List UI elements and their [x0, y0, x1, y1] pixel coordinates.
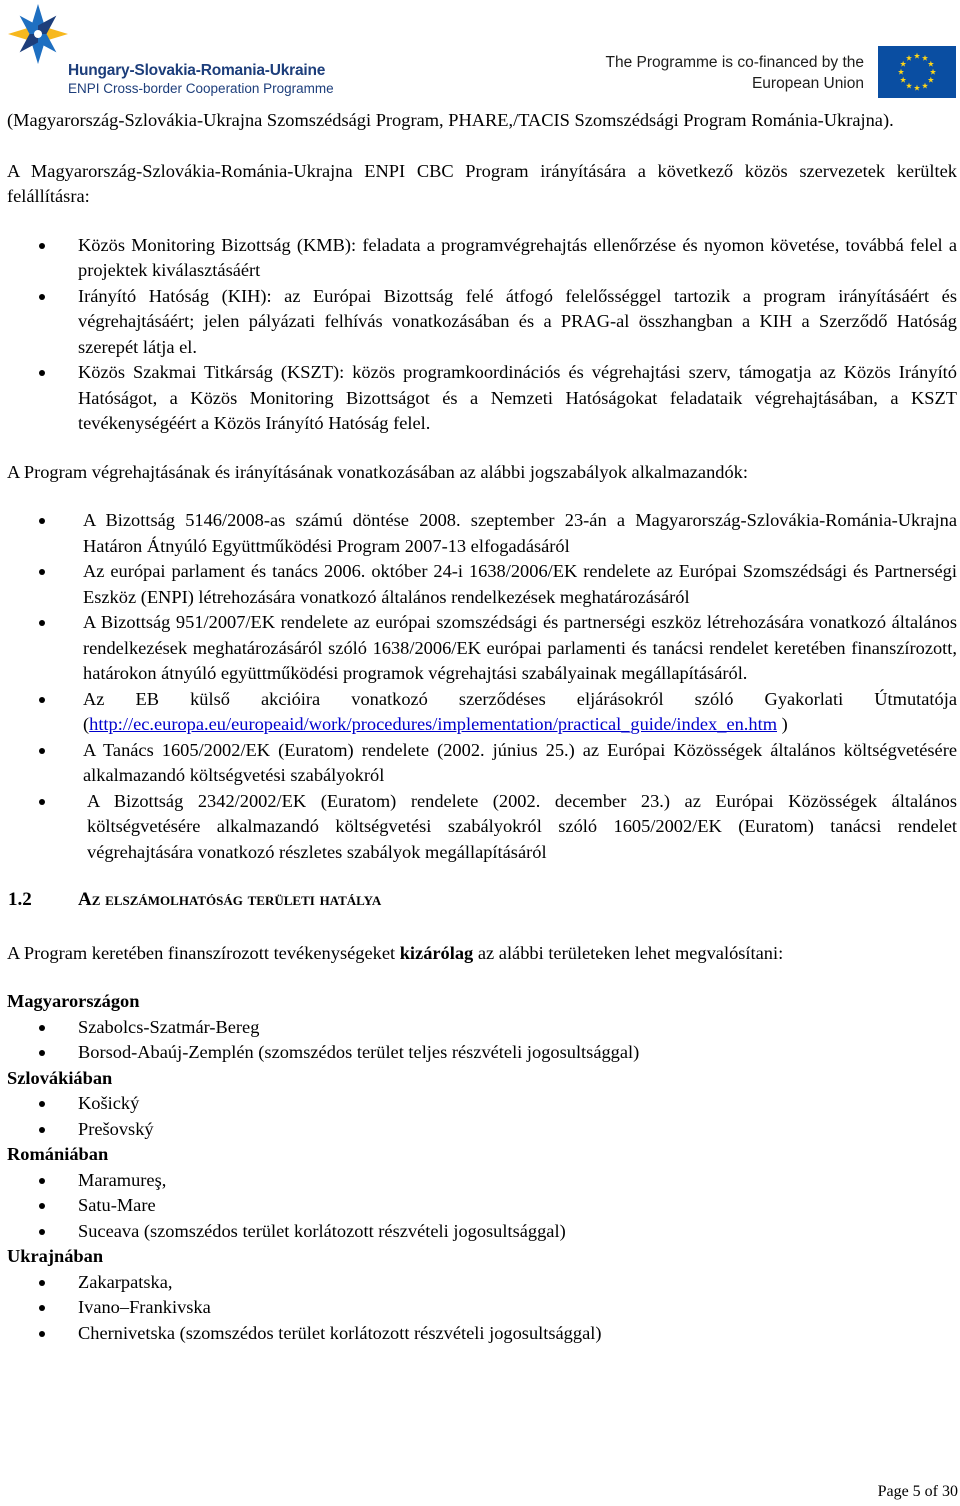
programme-star-icon — [6, 2, 76, 72]
law-tail: ) — [777, 714, 788, 734]
region-list-hungary — [7, 1015, 957, 1066]
practical-guide-link[interactable]: http://ec.europa.eu/europeaid/work/procedures/implementation/practical_guide/index_en.htm — [89, 714, 778, 734]
list-item: Irányító Hatóság (KIH): az Európai Bizottság felé átfogó felelősséggel tartozik a program irányításáért és végrehajtásáért; jelen pályázati felhívás vonatkozásában és a PRAG-al összhangban a KIH a Szerződő Hatóság szerepét látja el. — [7, 284, 957, 361]
list-item: Az európai parlament és tanács 2006. október 24-i 1638/2006/EK rendelete az Európai Szomszédsági és Partnerségi Eszköz (ENPI) létrehozására vonatkozó általános rendelkezések meghatározásáról — [7, 559, 957, 610]
eu-flag-icon — [878, 46, 956, 98]
list-item: Közös Monitoring Bizottság (KMB): feladata a programvégrehajtás ellenőrzése és nyomon követése, továbbá felel a projektek kiválasztásáért — [7, 233, 957, 284]
region-heading-ukraine: Ukrajnában — [7, 1246, 104, 1266]
list-item: Košický — [7, 1091, 957, 1117]
list-item: Maramureş, — [7, 1168, 957, 1194]
region-list-slovakia — [7, 1091, 957, 1142]
programme-name: Hungary-Slovakia-Romania-Ukraine — [68, 62, 326, 79]
programme-subtitle: ENPI Cross-border Cooperation Programme — [68, 81, 334, 96]
region-list-romania — [7, 1168, 957, 1245]
list-item: Szabolcs-Szatmár-Bereg — [7, 1015, 957, 1041]
document-body — [7, 108, 957, 1346]
emphasis-exclusively: kizárólag — [399, 942, 474, 963]
programme-logo — [6, 2, 336, 98]
list-item: Suceava (szomszédos terület korlátozott részvételi jogosultsággal) — [7, 1219, 957, 1245]
legislation-list — [7, 508, 957, 865]
cofinanced-line1: The Programme is co-financed by the — [605, 54, 864, 71]
page-number: Page 5 of 30 — [877, 1483, 958, 1500]
list-item: A Bizottság 951/2007/EK rendelete az európai szomszédsági és partnerségi eszköz létrehozására vonatkozó általános rendelkezések meghatározásáról szóló 1638/2006/EK európai parlamenti és tanácsi rendelet keretében finanszírozott, határokon átnyúló együttműködési programok végrehajtási szabályainak megállapításáról. — [7, 610, 957, 687]
list-item: A Tanács 1605/2002/EK (Euratom) rendelete (2002. június 25.) az Európai Közösségek általános költségvetésére alkalmazandó költségvetési szabályokról — [7, 738, 957, 789]
list-item — [7, 687, 957, 738]
list-item: Ivano–Frankivska — [7, 1295, 957, 1321]
list-item: A Bizottság 5146/2008-as számú döntése 2008. szeptember 23-án a Magyarország-Szlovákia-Románia-Ukrajna Határon Átnyúló Együttműködési Program 2007-13 elfogadásáról — [7, 508, 957, 559]
list-item: Borsod-Abaúj-Zemplén (szomszédos terület teljes részvételi jogosultsággal) — [7, 1040, 957, 1066]
joint-bodies-list — [7, 233, 957, 437]
list-item: Chernivetska (szomszédos terület korlátozott részvételi jogosultsággal) — [7, 1321, 957, 1347]
list-item: Prešovský — [7, 1117, 957, 1143]
list-item: Zakarpatska, — [7, 1270, 957, 1296]
section-number: 1.2 — [8, 889, 32, 910]
region-list-ukraine — [7, 1270, 957, 1347]
paragraph-legislation-intro: A Program végrehajtásának és irányításának vonatkozásában az alábbi jogszabályok alkalmazandók: — [7, 461, 748, 482]
cofinanced-line2: European Union — [751, 75, 864, 92]
region-heading-hungary: Magyarországon — [7, 991, 140, 1011]
paragraph-eligible-areas: A Program keretében finanszírozott tevékenységeket kizárólag az alábbi területeken lehet megvalósítani: — [7, 942, 784, 963]
law-text: Az EB külső akcióira vonatkozó szerződéses eljárásokról szóló Gyakorlati Útmutatója ( — [83, 688, 957, 734]
region-heading-slovakia: Szlovákiában — [7, 1067, 113, 1088]
list-item: Közös Szakmai Titkárság (KSZT): közös programkoordinációs és végrehajtási szerv, támogatja az Közös Irányító Hatóságot, a Közös Monitoring Bizottságot és a Nemzeti Hatóságokat feladataik végrehajtásában, a KSZT tevékenységéért a Közös Irányító Hatóság felel. — [7, 360, 957, 437]
section-heading — [7, 887, 957, 913]
cofinanced-note — [606, 52, 864, 94]
list-item: A Bizottság 2342/2002/EK (Euratom) rendelete (2002. december 23.) az Európai Közösségek általános költségvetésére alkalmazandó költségvetési szabályokról szóló 1605/2002/EK (Euratom) tanácsi rendelet végrehajtására vonatkozó részletes szabályok megállapításáról — [7, 789, 957, 866]
paragraph-joint-bodies-intro: A Magyarország-Szlovákia-Románia-Ukrajna ENPI CBC Program irányítására a következő közös szervezetek kerültek felállításra: — [7, 160, 957, 206]
page-header — [0, 0, 960, 100]
region-heading-romania: Romániában — [7, 1144, 109, 1164]
section-title: Az elszámolhatóság területi hatálya — [78, 889, 382, 910]
list-item: Satu-Mare — [7, 1193, 957, 1219]
paragraph-previous-programmes: (Magyarország-Szlovákia-Ukrajna Szomszédsági Program, PHARE,/TACIS Szomszédsági Program Románia-Ukrajna). — [7, 110, 894, 130]
